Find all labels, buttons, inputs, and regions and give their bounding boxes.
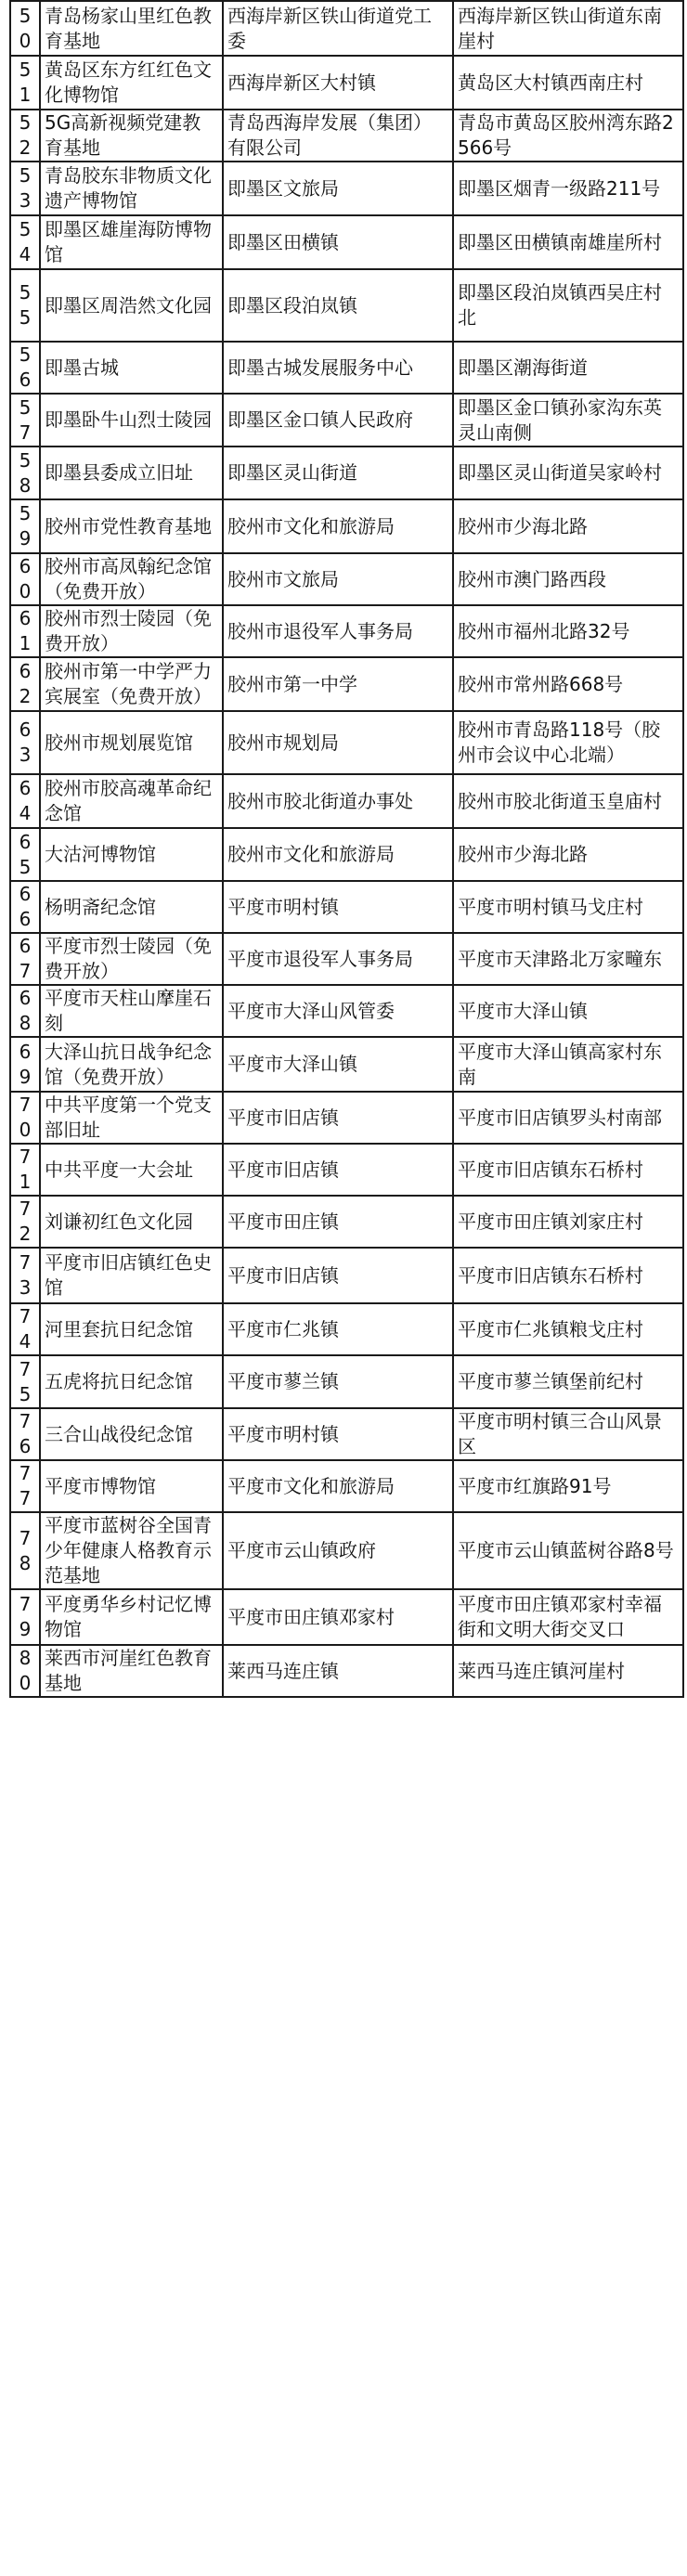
table-row <box>10 1303 683 1355</box>
table-row <box>10 933 683 985</box>
managing-unit: 平度市云山镇政府 <box>223 1512 453 1589</box>
table-row <box>10 711 683 774</box>
table-row <box>10 1248 683 1303</box>
venue-name: 5G高新视频党建教育基地 <box>40 110 223 162</box>
managing-unit: 莱西马连庄镇 <box>223 1645 453 1697</box>
venue-address: 平度市旧店镇东石桥村 <box>453 1248 683 1303</box>
venue-address: 即墨区烟青一级路211号 <box>453 162 683 215</box>
table-row <box>10 1 683 56</box>
row-number: 79 <box>10 1589 40 1645</box>
row-number: 67 <box>10 933 40 985</box>
venue-address: 平度市田庄镇邓家村幸福街和文明大街交叉口 <box>453 1589 683 1645</box>
table-row <box>10 215 683 269</box>
row-number: 76 <box>10 1408 40 1460</box>
table-row <box>10 1589 683 1645</box>
table-row <box>10 394 683 447</box>
managing-unit: 胶州市文化和旅游局 <box>223 828 453 881</box>
managing-unit: 平度市蓼兰镇 <box>223 1355 453 1408</box>
row-number: 53 <box>10 162 40 215</box>
row-number: 55 <box>10 269 40 342</box>
row-number: 69 <box>10 1037 40 1092</box>
venue-name: 胶州市烈士陵园（免费开放） <box>40 605 223 657</box>
row-number: 78 <box>10 1512 40 1589</box>
table-row <box>10 1092 683 1144</box>
managing-unit: 西海岸新区大村镇 <box>223 56 453 110</box>
row-number: 57 <box>10 394 40 447</box>
table-row <box>10 1460 683 1512</box>
managing-unit: 即墨区田横镇 <box>223 215 453 269</box>
venue-name: 五虎将抗日纪念馆 <box>40 1355 223 1408</box>
venue-name: 平度市天柱山摩崖石刻 <box>40 985 223 1037</box>
venue-address: 平度市大泽山镇高家村东南 <box>453 1037 683 1092</box>
row-number: 62 <box>10 657 40 711</box>
table-row <box>10 828 683 881</box>
row-number: 60 <box>10 553 40 605</box>
table-row <box>10 553 683 605</box>
venue-name: 大沽河博物馆 <box>40 828 223 881</box>
managing-unit: 即墨区文旅局 <box>223 162 453 215</box>
row-number: 70 <box>10 1092 40 1144</box>
table-row <box>10 162 683 215</box>
venue-address: 胶州市常州路668号 <box>453 657 683 711</box>
managing-unit: 西海岸新区铁山街道党工委 <box>223 1 453 56</box>
venue-name: 杨明斋纪念馆 <box>40 881 223 933</box>
venue-address: 平度市明村镇三合山风景区 <box>453 1408 683 1460</box>
managing-unit: 即墨区段泊岚镇 <box>223 269 453 342</box>
venue-address: 平度市云山镇蓝树谷路8号 <box>453 1512 683 1589</box>
managing-unit: 胶州市文旅局 <box>223 553 453 605</box>
managing-unit: 胶州市胶北街道办事处 <box>223 774 453 828</box>
managing-unit: 胶州市规划局 <box>223 711 453 774</box>
venue-address: 平度市明村镇马戈庄村 <box>453 881 683 933</box>
venue-name: 河里套抗日纪念馆 <box>40 1303 223 1355</box>
venue-name: 平度市博物馆 <box>40 1460 223 1512</box>
managing-unit: 平度市旧店镇 <box>223 1092 453 1144</box>
managing-unit: 即墨区灵山街道 <box>223 447 453 499</box>
table-row <box>10 1355 683 1408</box>
venue-name: 三合山战役纪念馆 <box>40 1408 223 1460</box>
venue-name: 即墨区周浩然文化园 <box>40 269 223 342</box>
table-row <box>10 1645 683 1697</box>
venue-name: 胶州市规划展览馆 <box>40 711 223 774</box>
managing-unit: 平度市大泽山风管委 <box>223 985 453 1037</box>
venue-name: 中共平度第一个党支部旧址 <box>40 1092 223 1144</box>
venue-name: 即墨县委成立旧址 <box>40 447 223 499</box>
table-row <box>10 1144 683 1196</box>
venue-address: 西海岸新区铁山街道东南崖村 <box>453 1 683 56</box>
venue-address: 平度市红旗路91号 <box>453 1460 683 1512</box>
table-row <box>10 499 683 553</box>
table-row <box>10 1512 683 1589</box>
row-number: 73 <box>10 1248 40 1303</box>
row-number: 61 <box>10 605 40 657</box>
venue-name: 即墨区雄崖海防博物馆 <box>40 215 223 269</box>
managing-unit: 胶州市文化和旅游局 <box>223 499 453 553</box>
managing-unit: 平度市明村镇 <box>223 1408 453 1460</box>
managing-unit: 平度市田庄镇 <box>223 1196 453 1248</box>
table-row <box>10 447 683 499</box>
venue-address: 胶州市澳门路西段 <box>453 553 683 605</box>
venue-address: 平度市旧店镇东石桥村 <box>453 1144 683 1196</box>
venue-name: 大泽山抗日战争纪念馆（免费开放） <box>40 1037 223 1092</box>
venue-address: 胶州市福州北路32号 <box>453 605 683 657</box>
venue-address: 平度市旧店镇罗头村南部 <box>453 1092 683 1144</box>
row-number: 64 <box>10 774 40 828</box>
venue-name: 刘谦初红色文化园 <box>40 1196 223 1248</box>
managing-unit: 平度市旧店镇 <box>223 1248 453 1303</box>
table-row <box>10 605 683 657</box>
table-row <box>10 1196 683 1248</box>
row-number: 77 <box>10 1460 40 1512</box>
venue-address: 平度市仁兆镇粮戈庄村 <box>453 1303 683 1355</box>
managing-unit: 平度市大泽山镇 <box>223 1037 453 1092</box>
venue-address: 即墨区段泊岚镇西吴庄村北 <box>453 269 683 342</box>
row-number: 59 <box>10 499 40 553</box>
venue-address: 即墨区潮海街道 <box>453 342 683 394</box>
venue-address: 平度市田庄镇刘家庄村 <box>453 1196 683 1248</box>
venue-name: 青岛胶东非物质文化遗产博物馆 <box>40 162 223 215</box>
managing-unit: 青岛西海岸发展（集团）有限公司 <box>223 110 453 162</box>
managing-unit: 平度市田庄镇邓家村 <box>223 1589 453 1645</box>
managing-unit: 平度市退役军人事务局 <box>223 933 453 985</box>
venue-name: 胶州市党性教育基地 <box>40 499 223 553</box>
venue-name: 胶州市第一中学严力宾展室（免费开放） <box>40 657 223 711</box>
venue-address: 即墨区金口镇孙家沟东英灵山南侧 <box>453 394 683 447</box>
venue-address: 胶州市胶北街道玉皇庙村 <box>453 774 683 828</box>
row-number: 51 <box>10 56 40 110</box>
venue-table <box>9 0 684 1698</box>
venue-address: 平度市天津路北万家疃东 <box>453 933 683 985</box>
table-row <box>10 881 683 933</box>
venue-name: 平度勇华乡村记忆博物馆 <box>40 1589 223 1645</box>
row-number: 74 <box>10 1303 40 1355</box>
venue-address: 胶州市青岛路118号（胶州市会议中心北端） <box>453 711 683 774</box>
venue-address: 胶州市少海北路 <box>453 828 683 881</box>
table-row <box>10 1037 683 1092</box>
managing-unit: 平度市旧店镇 <box>223 1144 453 1196</box>
managing-unit: 即墨区金口镇人民政府 <box>223 394 453 447</box>
table-row <box>10 1408 683 1460</box>
venue-name: 胶州市高凤翰纪念馆（免费开放） <box>40 553 223 605</box>
row-number: 58 <box>10 447 40 499</box>
row-number: 56 <box>10 342 40 394</box>
row-number: 52 <box>10 110 40 162</box>
venue-name: 即墨卧牛山烈士陵园 <box>40 394 223 447</box>
table-row <box>10 985 683 1037</box>
venue-address: 即墨区田横镇南雄崖所村 <box>453 215 683 269</box>
venue-name: 胶州市胶高魂革命纪念馆 <box>40 774 223 828</box>
venue-name: 平度市蓝树谷全国青少年健康人格教育示范基地 <box>40 1512 223 1589</box>
row-number: 54 <box>10 215 40 269</box>
venue-name: 即墨古城 <box>40 342 223 394</box>
table-row <box>10 657 683 711</box>
venue-name: 平度市烈士陵园（免费开放） <box>40 933 223 985</box>
venue-address: 青岛市黄岛区胶州湾东路2566号 <box>453 110 683 162</box>
row-number: 68 <box>10 985 40 1037</box>
row-number: 65 <box>10 828 40 881</box>
managing-unit: 平度市仁兆镇 <box>223 1303 453 1355</box>
venue-name: 莱西市河崖红色教育基地 <box>40 1645 223 1697</box>
table-row <box>10 110 683 162</box>
venue-address: 胶州市少海北路 <box>453 499 683 553</box>
managing-unit: 胶州市第一中学 <box>223 657 453 711</box>
managing-unit: 胶州市退役军人事务局 <box>223 605 453 657</box>
table-row <box>10 269 683 342</box>
venue-name: 平度市旧店镇红色史馆 <box>40 1248 223 1303</box>
venue-address: 平度市蓼兰镇堡前纪村 <box>453 1355 683 1408</box>
venue-name: 黄岛区东方红红色文化博物馆 <box>40 56 223 110</box>
row-number: 50 <box>10 1 40 56</box>
row-number: 63 <box>10 711 40 774</box>
table-row <box>10 342 683 394</box>
venue-name: 中共平度一大会址 <box>40 1144 223 1196</box>
venue-address: 平度市大泽山镇 <box>453 985 683 1037</box>
managing-unit: 即墨古城发展服务中心 <box>223 342 453 394</box>
row-number: 75 <box>10 1355 40 1408</box>
row-number: 80 <box>10 1645 40 1697</box>
managing-unit: 平度市明村镇 <box>223 881 453 933</box>
table-row <box>10 774 683 828</box>
venue-address: 黄岛区大村镇西南庄村 <box>453 56 683 110</box>
venue-address: 即墨区灵山街道吴家岭村 <box>453 447 683 499</box>
row-number: 72 <box>10 1196 40 1248</box>
venue-name: 青岛杨家山里红色教育基地 <box>40 1 223 56</box>
managing-unit: 平度市文化和旅游局 <box>223 1460 453 1512</box>
table-row <box>10 56 683 110</box>
venue-table-body <box>10 1 683 1697</box>
venue-address: 莱西马连庄镇河崖村 <box>453 1645 683 1697</box>
row-number: 71 <box>10 1144 40 1196</box>
row-number: 66 <box>10 881 40 933</box>
